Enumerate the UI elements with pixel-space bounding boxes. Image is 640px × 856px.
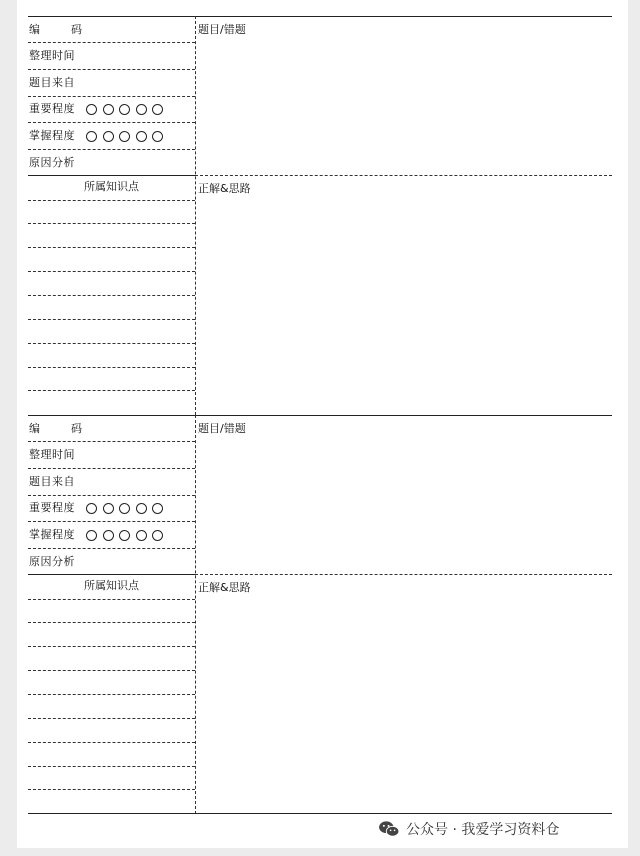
rating-circle[interactable]	[86, 530, 97, 541]
importance-rating[interactable]	[86, 104, 163, 115]
row-divider	[28, 69, 195, 70]
mastery-rating[interactable]	[86, 131, 163, 142]
rating-circle[interactable]	[103, 104, 114, 115]
section-divider	[28, 175, 195, 176]
rating-circle[interactable]	[103, 503, 114, 514]
rating-circle[interactable]	[152, 503, 163, 514]
row-divider	[28, 548, 195, 549]
section-divider	[195, 175, 612, 176]
row-divider	[28, 495, 195, 496]
solution-label: 正解&思路	[198, 182, 251, 195]
mistake-card-2	[28, 415, 612, 814]
row-divider	[28, 149, 195, 150]
knowledge-line	[28, 599, 195, 600]
sort-time-label: 整理时间	[29, 49, 75, 62]
knowledge-line	[28, 622, 195, 623]
knowledge-line	[28, 223, 195, 224]
rating-circle[interactable]	[152, 104, 163, 115]
rating-circle[interactable]	[119, 503, 130, 514]
code-label: 编 码	[29, 23, 92, 36]
row-divider	[28, 441, 195, 442]
watermark-text: 公众号 · 我爱学习资料仓	[406, 822, 560, 838]
section-divider	[28, 574, 195, 575]
section-divider	[195, 574, 612, 575]
source-label: 题目来自	[29, 475, 75, 488]
question-label: 题目/错题	[198, 23, 246, 36]
row-divider	[28, 468, 195, 469]
importance-label: 重要程度	[29, 102, 75, 115]
knowledge-line	[28, 200, 195, 201]
watermark	[378, 818, 559, 840]
rating-circle[interactable]	[119, 530, 130, 541]
knowledge-line	[28, 718, 195, 719]
knowledge-point-title: 所属知识点	[84, 180, 139, 193]
rating-circle[interactable]	[119, 104, 130, 115]
knowledge-line	[28, 670, 195, 671]
rating-circle[interactable]	[136, 131, 147, 142]
knowledge-line	[28, 646, 195, 647]
wechat-icon	[378, 820, 400, 838]
card-top-border	[28, 415, 612, 416]
analysis-label: 原因分析	[29, 156, 75, 169]
importance-rating[interactable]	[86, 503, 163, 514]
row-divider	[28, 96, 195, 97]
rating-circle[interactable]	[136, 104, 147, 115]
rating-circle[interactable]	[86, 503, 97, 514]
row-divider	[28, 42, 195, 43]
rating-circle[interactable]	[103, 530, 114, 541]
row-divider	[28, 122, 195, 123]
knowledge-line	[28, 766, 195, 767]
card-top-border	[28, 16, 612, 17]
knowledge-line	[28, 271, 195, 272]
importance-label: 重要程度	[29, 501, 75, 514]
rating-circle[interactable]	[136, 503, 147, 514]
rating-circle[interactable]	[103, 131, 114, 142]
row-divider	[28, 521, 195, 522]
question-label: 题目/错题	[198, 422, 246, 435]
knowledge-line	[28, 694, 195, 695]
knowledge-line	[28, 390, 195, 391]
knowledge-line	[28, 319, 195, 320]
rating-circle[interactable]	[152, 530, 163, 541]
knowledge-line	[28, 343, 195, 344]
rating-circle[interactable]	[136, 530, 147, 541]
knowledge-line	[28, 295, 195, 296]
mastery-label: 掌握程度	[29, 528, 75, 541]
column-divider	[195, 415, 196, 814]
rating-circle[interactable]	[86, 104, 97, 115]
sort-time-label: 整理时间	[29, 448, 75, 461]
analysis-label: 原因分析	[29, 555, 75, 568]
mistake-card-1	[28, 16, 612, 415]
column-divider	[195, 16, 196, 415]
mastery-label: 掌握程度	[29, 129, 75, 142]
solution-label: 正解&思路	[198, 581, 251, 594]
knowledge-line	[28, 367, 195, 368]
rating-circle[interactable]	[86, 131, 97, 142]
rating-circle[interactable]	[152, 131, 163, 142]
knowledge-line	[28, 742, 195, 743]
knowledge-line	[28, 247, 195, 248]
mastery-rating[interactable]	[86, 530, 163, 541]
card-bottom-border	[28, 813, 612, 814]
rating-circle[interactable]	[119, 131, 130, 142]
source-label: 题目来自	[29, 76, 75, 89]
code-label: 编 码	[29, 422, 92, 435]
knowledge-line	[28, 789, 195, 790]
knowledge-point-title: 所属知识点	[84, 579, 139, 592]
